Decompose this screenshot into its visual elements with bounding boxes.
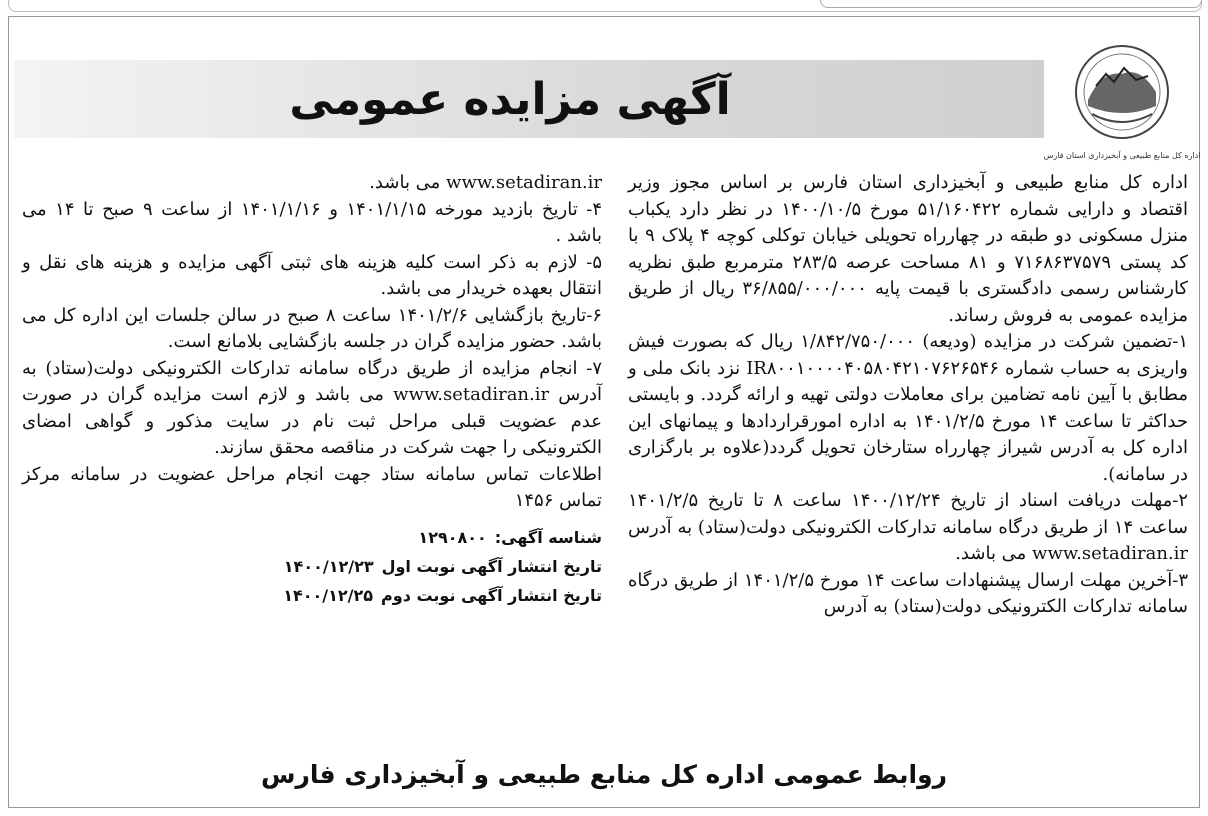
logo-caption: اداره کل منابع طبیعی و آبخیزداری استان فارس [1043, 151, 1201, 160]
clause-3: ۳-آخرین مهلت ارسال پیشنهادات ساعت ۱۴ مورخ ۱۴۰۱/۲/۵ از طریق درگاه سامانه تدارکات الکترونیکی دولت(ستاد) به آدرس [628, 569, 1189, 617]
ad-title: آگهی مزایده عمومی [289, 73, 731, 125]
first-pub-row [22, 552, 602, 581]
clause-4: ۴- تاریخ بازدید مورخه ۱۴۰۱/۱/۱۵ و ۱۴۰۱/۱/۱۶ از ساعت ۹ صبح تا ۱۴ می باشد . [22, 198, 602, 246]
organization-emblem-icon [1043, 30, 1201, 170]
clause-6: ۶-تاریخ بازگشایی ۱۴۰۱/۲/۶ ساعت ۸ صبح در سالن جلسات این اداره کل می باشد. حضور مزایده گران در جلسه بازگشایی بلامانع است. [22, 304, 603, 352]
top-frame-tab [820, 0, 1202, 8]
ad-id-value: ۱۲۹۰۸۰۰ [418, 527, 487, 547]
first-pub-label: تاریخ انتشار آگهی نوبت اول [381, 556, 602, 576]
ad-id-row [22, 523, 602, 552]
second-pub-label: تاریخ انتشار آگهی نوبت دوم [381, 585, 602, 605]
ad-meta [22, 523, 602, 610]
clause-1: ۱-تضمین شرکت در مزایده (ودیعه) ۱/۸۴۲/۷۵۰/۰۰۰ ریال که بصورت فیش واریزی به حساب شماره IR۸۰۰۱۰۰۰۰۴۰۵۸۰۴۲۱۰۷۶۲۶۵۴۶ نزد بانک ملی و مطابق با آیین نامه تضامین برای معاملات دولتی تهیه و ارائه گردد. و بایستی حداکثر تا ساعت ۱۴ مورخ ۱۴۰۱/۲/۵ به اداره امورقراردادها و پیمانهای این اداره کل به آدرس شیراز چهارراه ستارخان تحویل گردد(علاوه بر بارگزاری در سامانه). [628, 331, 1189, 485]
ad-id-label: شناسه آگهی: [494, 527, 602, 547]
clause-5: ۵- لازم به ذکر است کلیه هزینه های ثبتی آگهی مزایده و هزینه های نقل و انتقال بعهده خریدار می باشد. [22, 251, 602, 299]
intro-paragraph: اداره کل منابع طبیعی و آبخیزداری استان فارس بر اساس مجوز وزیر اقتصاد و دارایی شماره ۵۱/۱۶۰۴۲۲ مورخ ۱۴۰۰/۱۰/۵ در نظر دارد یکباب منزل مسکونی دو طبقه در چهارراه تحویلی خیابان توکلی کوچه ۴ پلاک ۹ با کد پستی ۷۱۶۸۶۳۷۵۷۹ و ۸۱ مساحت عرصه ۲۸۳/۵ مترمربع طبق نظریه کارشناس رسمی دادگستری با قیمت پایه ۳۶/۸۵۵/۰۰۰/۰۰۰ ریال از طریق مزایده عمومی به فروش رساند. [628, 172, 1189, 326]
second-pub-row [22, 581, 602, 610]
second-pub-date: ۱۴۰۰/۱۲/۲۵ [283, 585, 374, 605]
clause-7: ۷- انجام مزایده از طریق درگاه سامانه تدارکات الکترونیکی دولت(ستاد) به آدرس www.setadiran.ir می باشد و لازم است مزایده گران در صورت عدم عضویت قبلی مراحل ثبت نام در سایت مذکور و گواهی امضای الکترونیکی را جهت شرکت در مناقصه محقق سازند. [22, 357, 602, 458]
clause-3-continued: www.setadiran.ir می باشد. [369, 172, 602, 193]
right-column [628, 170, 1188, 621]
first-pub-date: ۱۴۰۰/۱۲/۲۳ [283, 556, 374, 576]
footer-signature: روابط عمومی اداره کل منابع طبیعی و آبخیزداری فارس [260, 760, 948, 789]
contact-info: اطلاعات تماس سامانه ستاد جهت انجام مراحل عضویت در سامانه مرکز تماس ۱۴۵۶ [22, 463, 602, 511]
left-column [22, 170, 602, 610]
clause-2: ۲-مهلت دریافت اسناد از تاریخ ۱۴۰۰/۱۲/۲۴ ساعت ۸ تا تاریخ ۱۴۰۱/۲/۵ ساعت ۱۴ از طریق درگاه سامانه تدارکات الکترونیکی دولت(ستاد) به آدرس www.setadiran.ir می باشد. [628, 490, 1189, 564]
